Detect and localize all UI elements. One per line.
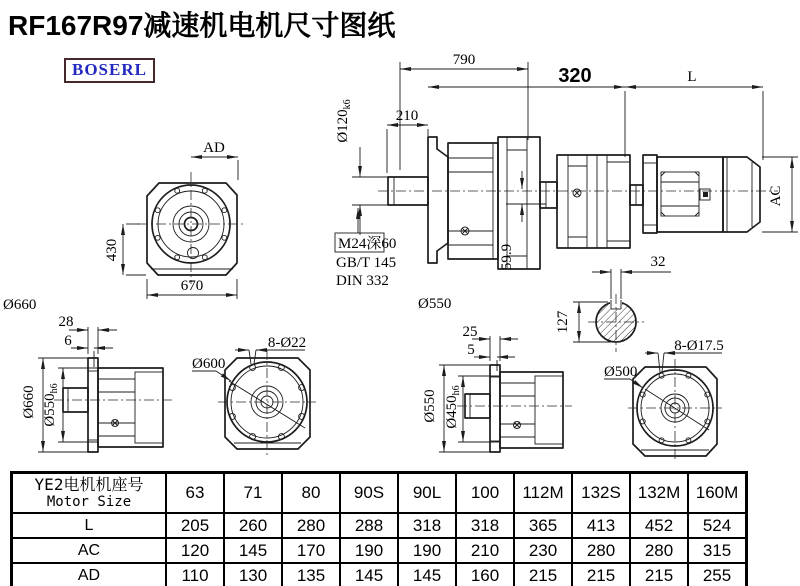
value-cell: 190 [340, 538, 398, 563]
dim-430: 430 [104, 238, 120, 262]
label-dia-660: Ø660 [3, 297, 37, 313]
right-side-view [422, 324, 572, 452]
dim-127: 127 [555, 310, 571, 334]
dim-320: 320 [558, 65, 592, 87]
dim-ac: AC [768, 185, 784, 207]
page-title: RF167R97减速机电机尺寸图纸 [8, 10, 396, 41]
header-cn: YE2电机机座号 [34, 475, 144, 494]
motor-size-table [10, 471, 748, 586]
value-cell: 215 [514, 563, 572, 586]
value-cell: 315 [688, 538, 747, 563]
dim-25: 25 [462, 324, 478, 340]
value-cell: 230 [514, 538, 572, 563]
value-cell: 215 [630, 563, 688, 586]
value-cell: 135 [282, 563, 340, 586]
label-bolt-holes-17-5: 8-Ø17.5 [674, 338, 724, 354]
value-cell: 145 [340, 563, 398, 586]
dim-59-9: 59.9 [499, 243, 515, 271]
table-header-row [12, 473, 747, 514]
shaft-cross-section [555, 254, 671, 352]
row-label: AC [12, 538, 167, 563]
label-dia-600: Ø600 [192, 356, 226, 372]
dim-32: 32 [650, 254, 666, 270]
value-cell: 120 [166, 538, 224, 563]
value-cell: 365 [514, 513, 572, 538]
label-dia-500: Ø500 [604, 364, 638, 380]
row-label: AD [12, 563, 167, 586]
dim-550-right: Ø550 [422, 389, 438, 423]
column-header: 63 [166, 473, 224, 514]
dim-660-side: Ø660 [21, 385, 37, 419]
dim-ad: AD [203, 140, 225, 156]
dim-450h6 [444, 385, 462, 428]
value-cell: 160 [456, 563, 514, 586]
value-cell: 280 [630, 538, 688, 563]
label-std-gbt: GB/T 145 [336, 255, 397, 271]
value-cell: 190 [398, 538, 456, 563]
dim-28: 28 [58, 314, 74, 330]
column-header: 90L [398, 473, 456, 514]
dim-670: 670 [180, 278, 204, 294]
column-header: 80 [282, 473, 340, 514]
brand-logo: BOSERL [64, 58, 155, 83]
dia-450-value: Ø450 [444, 395, 460, 429]
left-side-view [21, 314, 172, 452]
value-cell: 205 [166, 513, 224, 538]
column-header: 132M [630, 473, 688, 514]
column-header: 71 [224, 473, 282, 514]
value-cell: 255 [688, 563, 747, 586]
table-row [12, 563, 747, 586]
value-cell: 280 [282, 513, 340, 538]
dim-550h6-side [42, 383, 60, 426]
value-cell: 413 [572, 513, 630, 538]
dia-550-value: Ø550 [42, 393, 58, 427]
shaft-dia-value: Ø120 [335, 109, 351, 143]
value-cell: 280 [572, 538, 630, 563]
value-cell: 170 [282, 538, 340, 563]
column-header: 90S [340, 473, 398, 514]
row-label: L [12, 513, 167, 538]
dim-L: L [687, 69, 697, 85]
right-flange-view [604, 338, 724, 462]
shaft-dia-tolerance: k6 [342, 99, 353, 110]
dim-210: 210 [395, 108, 419, 124]
table-header-label [12, 473, 167, 514]
column-header: 160M [688, 473, 747, 514]
value-cell: 130 [224, 563, 282, 586]
value-cell: 145 [224, 538, 282, 563]
dim-790: 790 [452, 52, 476, 68]
column-header: 112M [514, 473, 572, 514]
header-en: Motor Size [46, 494, 132, 510]
value-cell: 318 [456, 513, 514, 538]
value-cell: 145 [398, 563, 456, 586]
value-cell: 260 [224, 513, 282, 538]
value-cell: 110 [166, 563, 224, 586]
gearmotor-side-view [335, 52, 798, 312]
gearbox-front-view [3, 140, 244, 313]
label-dia-550-main: Ø550 [418, 296, 452, 312]
value-cell: 318 [398, 513, 456, 538]
table-body [12, 513, 747, 586]
value-cell: 524 [688, 513, 747, 538]
left-flange-view [192, 335, 316, 456]
dia-550-tolerance: h6 [49, 383, 60, 394]
dim-5: 5 [467, 342, 475, 358]
column-header: 100 [456, 473, 514, 514]
dim-6: 6 [64, 333, 72, 349]
label-tap-hole: M24深60 [338, 236, 397, 252]
value-cell: 210 [456, 538, 514, 563]
label-std-din: DIN 332 [336, 273, 389, 289]
value-cell: 452 [630, 513, 688, 538]
table-row [12, 513, 747, 538]
value-cell: 288 [340, 513, 398, 538]
label-bolt-holes-22: 8-Ø22 [267, 335, 307, 351]
table-row [12, 538, 747, 563]
value-cell: 215 [572, 563, 630, 586]
column-header: 132S [572, 473, 630, 514]
dim-shaft-dia [335, 99, 353, 142]
dia-450-tolerance: h6 [451, 385, 462, 396]
